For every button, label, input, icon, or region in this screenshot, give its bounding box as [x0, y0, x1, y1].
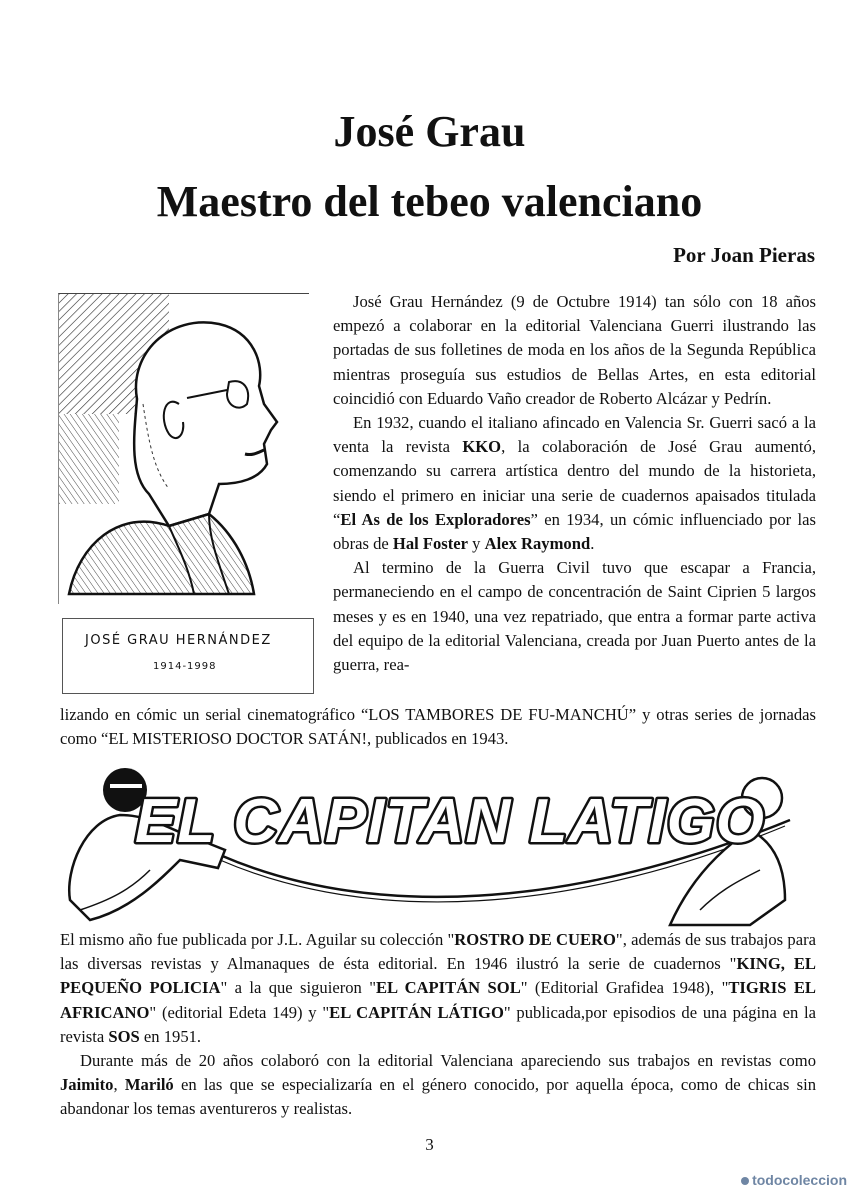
byline: Por Joan Pieras — [673, 243, 815, 267]
paragraph-3-end: lizando en cómic un serial cinematográfico “LOS TAMBORES DE FU-MANCHÚ” y otras series de jornadas como “EL MISTERIOSO DOCTOR SATÁN!, publicados en 1943. — [60, 705, 816, 749]
bottom-article — [60, 928, 816, 1122]
paragraph-1: José Grau Hernández (9 de Octubre 1914) tan sólo con 18 años empezó a colaborar en la editorial Valenciana Guerri ilustrando las portadas de sus folletines de moda en los años de la Segunda República mientras proseguía sus estudios de Bellas Artes, en esta editorial coincidió con Eduardo Vaño creador de Roberto Alcázar y Pedrín. — [333, 292, 816, 408]
portrait-caption — [62, 618, 314, 694]
alex-raymond-bold: Alex Raymond — [484, 534, 591, 554]
page-number: 3 — [425, 1135, 434, 1154]
hal-foster-bold: Hal Foster — [392, 534, 469, 554]
banner-drawing — [50, 760, 820, 928]
caption-years: 1914-1998 — [153, 661, 217, 672]
article-column — [333, 290, 816, 677]
portrait-illustration — [58, 293, 309, 604]
banner-title: EL CAPITAN LATIGO — [134, 787, 766, 856]
paragraph-4: El mismo año fue publicada por J.L. Aguilar su colección "ROSTRO DE CUERO", además de sus trabajos para las diversas revistas y Almanaques de ésta editorial. En 1946 ilustró la serie de cuadernos "KING, EL PEQUEÑO POLICIA" a la que siguieron "EL CAPITÁN SOL" (Editorial Grafidea 1948), "TIGRIS EL AFRICANO" (editorial Edeta 149) y "EL CAPITÁN LÁTIGO" publicada,por episodios de una página en la revista SOS en 1951. — [60, 930, 816, 1046]
watermark-dot-icon — [741, 1177, 749, 1185]
paragraph-3-start: Al termino de la Guerra Civil tuvo que escapar a Francia, permaneciendo en el campo de concentración de Saint Ciprien 5 largos meses y es en 1940, una vez repatriado, que entra a formar parte activa del equipo de la editorial Valenciana, creada por Juan Puerto antes de la guerra, rea- — [333, 558, 816, 675]
capitan-latigo-banner — [50, 760, 820, 928]
paragraph-2: En 1932, cuando el italiano afincado en Valencia Sr. Guerri sacó a la venta la revista KKO, la colaboración de José Grau aumentó, comenzando su carrera artística dentro del mundo de la historieta, siendo el primero en iniciar una serie de cuadernos apaisados titulada “El As de los Exploradores” en 1934, un cómic influenciado por las obras de Hal Foster y Alex Raymond. — [333, 413, 816, 554]
paragraph-5: Durante más de 20 años colaboró con la editorial Valenciana apareciendo sus trabajos en revistas como Jaimito, Mariló en las que se especializaría en el género conocido, por aquella época, como de chicas sin abandonar los temas aventureros y realistas. — [60, 1051, 817, 1119]
caption-name: JOSÉ GRAU HERNÁNDEZ — [85, 633, 272, 648]
kko-bold: KKO — [462, 437, 502, 457]
title-line-1: José Grau — [333, 107, 526, 156]
title-line-2: Maestro del tebeo valenciano — [156, 177, 703, 226]
portrait-drawing — [59, 294, 309, 604]
as-exploradores-bold: El As de los Exploradores — [340, 509, 531, 529]
watermark-logo: todocoleccion — [741, 1172, 847, 1188]
